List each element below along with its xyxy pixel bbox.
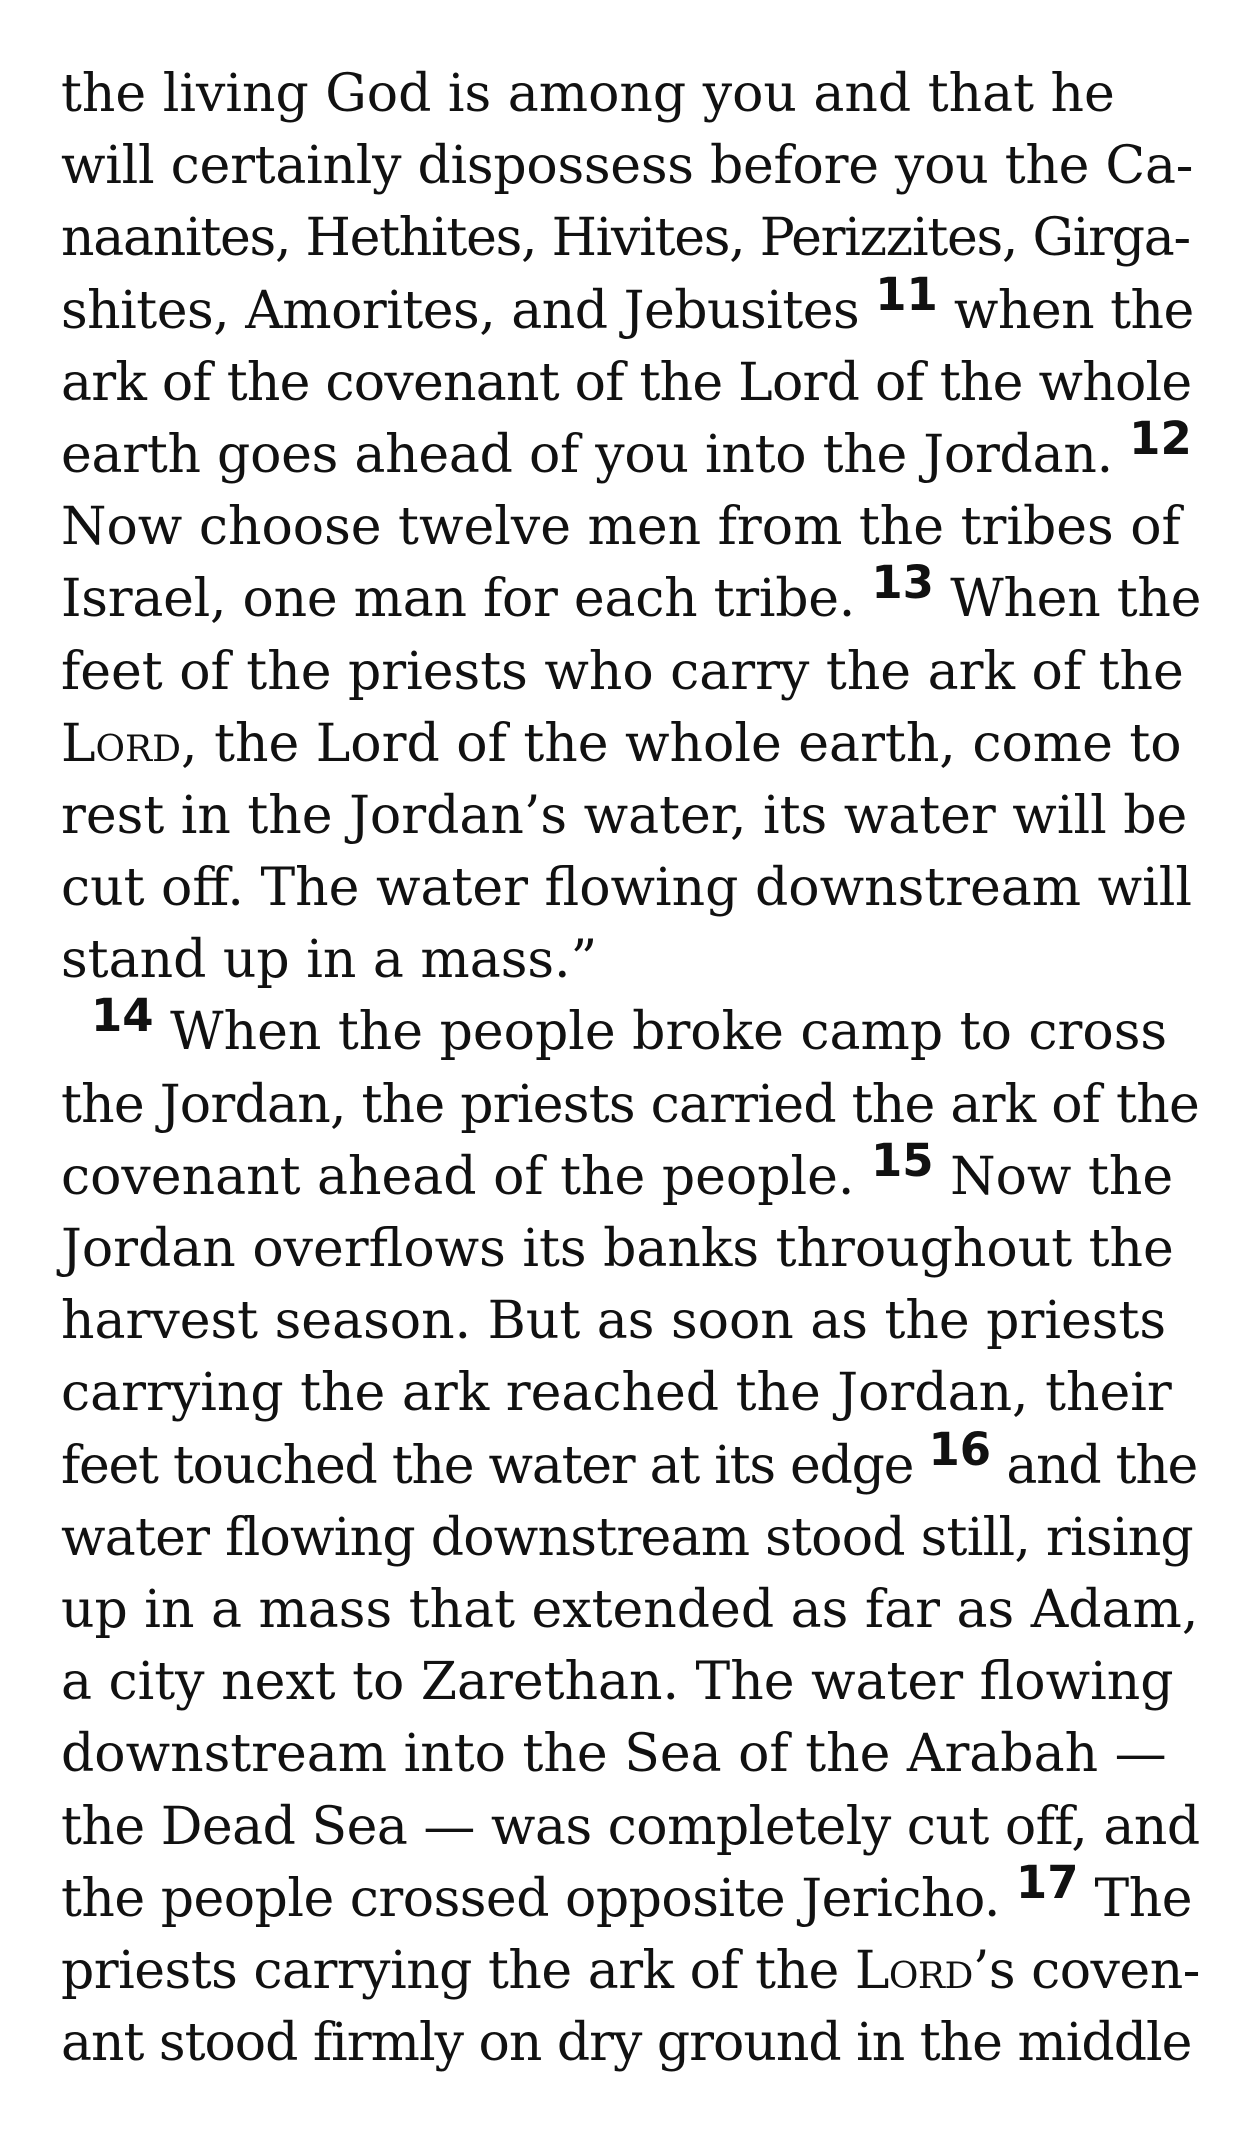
text-run: feet touched the water at its edge [61, 1435, 929, 1496]
text-line [61, 2007, 1201, 2079]
text-run: water flowing downstream stood still, rising [61, 1507, 1193, 1568]
text-line [61, 1855, 1201, 1935]
divine-name-smallcaps: Lord [61, 713, 182, 774]
text-run: and the [991, 1435, 1198, 1496]
text-line [61, 130, 1201, 202]
text-run: earth goes ahead of you into the Jordan. [61, 424, 1130, 485]
text-line [61, 202, 1201, 274]
verse-number: 13 [871, 556, 934, 610]
text-line [61, 1357, 1201, 1429]
text-line [61, 780, 1201, 852]
text-run: the people crossed opposite Jericho. [61, 1868, 1016, 1929]
text-line [61, 556, 1202, 635]
text-line [61, 1069, 1201, 1141]
text-run: naanites, Hethites, Hivites, Perizzites, Girga- [61, 208, 1190, 269]
divine-name-smallcaps: Lord [854, 1940, 973, 2001]
text-line [61, 636, 1201, 708]
text-run: cut off. The water flowing downstream will [61, 858, 1193, 919]
text-line [61, 1574, 1201, 1646]
text-line [61, 852, 1201, 924]
text-run: , the Lord of the whole earth, come to [181, 713, 1182, 774]
text-line [61, 1213, 1201, 1285]
text-run: the living God is among you and that he [61, 64, 1115, 124]
text-run: downstream into the Sea of the Arabah — [61, 1724, 1167, 1785]
text-line [61, 708, 1201, 780]
text-line [61, 1502, 1201, 1574]
text-run: harvest season. But as soon as the priests [61, 1291, 1166, 1352]
text-run: covenant ahead of the people. [61, 1146, 871, 1207]
text-run: ant stood firmly on dry ground in the middle [61, 2013, 1192, 2074]
text-run: Jordan overflows its banks throughout the [61, 1219, 1174, 1279]
reading-page [61, 58, 1201, 2079]
text-run: the Jordan, the priests carried the ark of the [61, 1074, 1199, 1135]
text-line [61, 1646, 1201, 1718]
text-run: a city next to Zarethan. The water flowing [61, 1652, 1174, 1713]
text-line [61, 411, 1201, 491]
text-run: when the [937, 280, 1194, 341]
verse-number: 15 [870, 1133, 934, 1187]
verse-number: 12 [1129, 411, 1192, 465]
text-line [61, 1133, 1201, 1213]
verse-number: 11 [875, 267, 938, 321]
text-line [61, 58, 1201, 130]
text-line [61, 924, 1201, 996]
text-run: up in a mass that extended as far as Adam, [61, 1579, 1199, 1640]
text-run: shites, Amorites, and Jebusites [61, 280, 876, 341]
text-line [61, 267, 1201, 347]
text-run: The [1078, 1868, 1193, 1929]
text-line [61, 347, 1201, 419]
text-run: priests carrying the ark of the [61, 1940, 855, 2001]
text-line [61, 1422, 1201, 1502]
text-run: will certainly dispossess before you the Ca- [61, 136, 1194, 197]
text-run: When the [933, 569, 1202, 630]
text-run: feet of the priests who carry the ark of the [61, 641, 1184, 702]
verse-number: 17 [1015, 1855, 1079, 1909]
text-run: ark of the covenant of the Lord of the whole [61, 352, 1192, 413]
text-run: Israel, one man for each tribe. [61, 569, 872, 630]
verse-number: 14 [91, 989, 154, 1043]
text-run: When the people broke camp to cross [153, 1002, 1168, 1063]
text-run: the Dead Sea — was completely cut off, and [61, 1796, 1200, 1857]
text-line [61, 1285, 1201, 1357]
verse-number: 16 [928, 1422, 992, 1476]
text-run: stand up in a mass.” [61, 930, 598, 991]
text-line [61, 491, 1201, 563]
text-run: carrying the ark reached the Jordan, their [61, 1363, 1172, 1424]
text-line [61, 1791, 1201, 1863]
text-run: ’s coven- [972, 1940, 1200, 2001]
text-line [61, 1935, 1201, 2007]
text-line [61, 989, 1201, 1068]
text-line [61, 1718, 1201, 1790]
text-run: rest in the Jordan’s water, its water will be [61, 785, 1188, 846]
text-run: Now choose twelve men from the tribes of [61, 497, 1181, 558]
text-run: Now the [933, 1146, 1174, 1207]
